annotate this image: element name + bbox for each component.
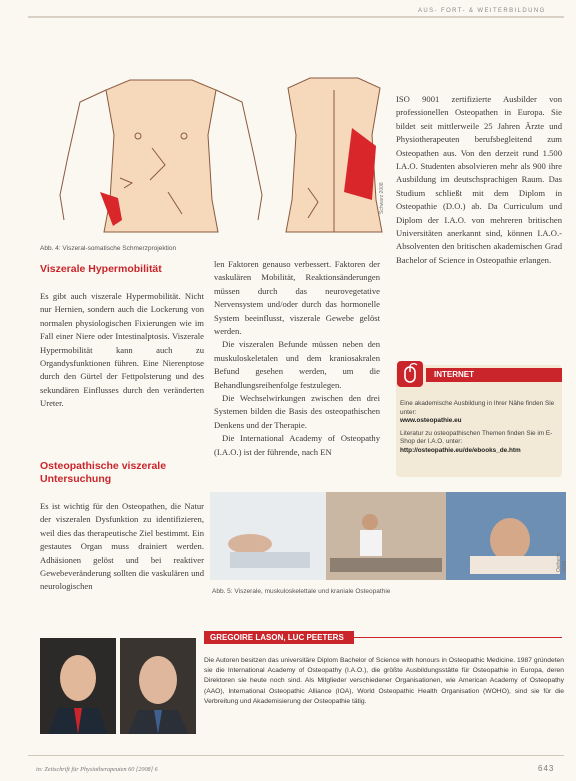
footer-source: in: Zeitschrift für Physiotherapeuten 60 [2008] 6	[36, 766, 158, 773]
internet-link-2[interactable]: http://osteopathie.eu/de/ebooks_de.htm	[400, 446, 521, 454]
heading-viszerale-hypermobilitaet: Viszerale Hypermobilität	[40, 263, 162, 275]
column-2	[214, 258, 380, 459]
paragraph-untersuchung: Es ist wichtig für den Osteopathen, die Natur der viszeralen Dysfunktion zu identifizieren, weil dies das therapeutische Ziel bestimmt. Ein gestautes Organ muss drainiert werden. Adhäsionen gelöst und bei reaktiver Gewebeveränderung sollten die vaskulären und neurologischen	[40, 501, 204, 592]
authors-text: Die Autoren besitzen das universitäre Diplom Bachelor of Science with honours in Osteopathic Medicine. 1987 gründeten sie die International Academy of Osteopathy (I.A.O.), die größte Ausbildungsstätte für Osteopathie in Europa, deren Direktoren sie heute noch sind. Als Mitglieder verschiedener Organisationen, wie American Academy of Osteopathy (AAO), International Osteopathic Alliance (IOA), World Osteopathic Health Organisation (WOHO), sind sie für die Verbreitung und Akademisierung der Osteopathie tätig.	[204, 657, 564, 705]
internet-line-1: Eine akademische Ausbildung in Ihrer Nähe finden Sie unter:	[400, 400, 555, 416]
author-portraits	[40, 638, 196, 734]
footer-rule	[28, 755, 564, 756]
figure2-credit: Ostheim 2008	[556, 553, 568, 572]
column3-paragraph: ISO 9001 zertifizierte Ausbilder von professionellen Osteopathen in Europa. Sie bildet seit mittlerweile 25 Jahren Ärzte und Physiotherapeuten berufsbegleitend zum Osteopathen aus. Von den derzeit rund 1.500 I.A.O. Studenten absolvieren mehr als 900 ihre Ausbildung im deutschsprachigen Raum. Das Studium schließt mit dem Diplom in Osteopathie (D.O.) ab. Da Curriculum und Diplom der I.A.O. von mehreren britischen Universitäten anerkannt sind, können I.A.O.-Absolventen den britischen akademischen Grad Bachelor of Science in Osteopathie erlangen.	[396, 94, 562, 265]
mouse-icon	[397, 361, 423, 387]
column2-paragraph-2: Die viszeralen Befunde müssen neben den muskuloskeletalen und dem kraniosakralen Befund gesehen werden, um die Behandlungsreihenfolge festzulegen.	[214, 339, 380, 390]
treatment-photos	[210, 492, 566, 580]
page-number: 643	[538, 764, 555, 773]
column2-paragraph-4: Die International Academy of Osteopathy (I.A.O.) ist der führende, nach EN	[214, 433, 380, 457]
column2-paragraph-1: len Faktoren genauso verbessert. Faktoren der vaskulären Mobilität, Reaktionsänderungen müssen durch das neurovegetative Nervensystem und/oder durch das hormonelle System beeinflusst, viszerale Gewebe gelöst werden.	[214, 259, 380, 337]
figure1-caption: Abb. 4: Viszeral-somatische Schmerzprojektion	[40, 245, 177, 252]
figure1-credit: Schwarz 2008	[379, 182, 385, 214]
internet-link-1[interactable]: www.osteopathie.eu	[400, 417, 462, 425]
column2-paragraph-3: Die Wechselwirkungen zwischen den drei Systemen bilden die Basis des osteopathischen Denkens und der Therapie.	[214, 393, 380, 430]
body-projection-figure	[40, 60, 390, 235]
paragraph-hypermobilitaet: Es gibt auch viszerale Hypermobilität. Nicht nur Hernien, sondern auch die Lockerung von normalen physiologischen Fixierungen wie im Fall einer Niere oder Intestinalptosis. Viszerale Hypermobilität kann auch zu Organdysfunktionen führen. Eine Nierenptose durch den Gürtel der Fettpolsterung und des sekundären Einflusses durch den veränderten Ureter.	[40, 291, 204, 409]
authors-rule	[354, 637, 562, 638]
authors-heading: GREGOIRE LASON, LUC PEETERS	[204, 631, 354, 644]
internet-heading: INTERNET	[426, 368, 562, 382]
internet-line-2: Literatur zu osteopathischen Themen finden Sie im E-Shop der I.A.O. unter:	[400, 429, 553, 446]
section-header: AUS- FORT- & WEITERBILDUNG	[418, 8, 546, 14]
figure2-caption: Abb. 5: Viszerale, muskuloskelettale und kraniale Osteopathie	[212, 588, 391, 595]
heading-osteopathische-untersuchung: Osteopathische viszerale Untersuchung	[40, 460, 167, 485]
header-rule	[28, 16, 564, 18]
internet-text	[400, 400, 560, 456]
